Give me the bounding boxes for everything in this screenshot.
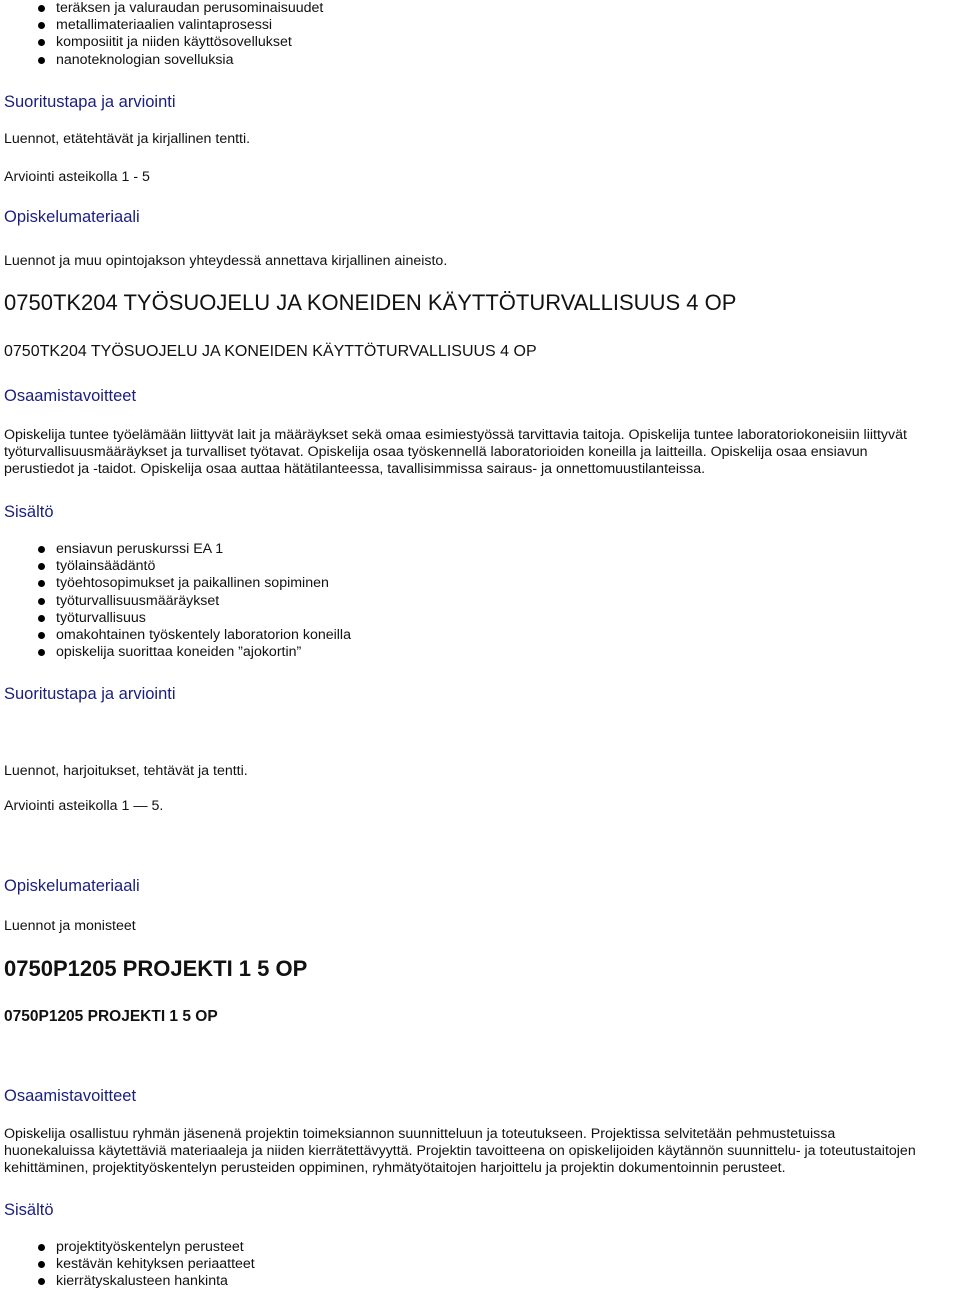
- content-list: [0, 1239, 255, 1291]
- material-text: Luennot ja monisteet: [4, 918, 136, 934]
- list-item-text: kestävän kehityksen periaatteet: [56, 1256, 255, 1273]
- list-item-text: opiskelija suorittaa koneiden ”ajokortin”: [56, 644, 302, 661]
- objectives-line: Opiskelija osallistuu ryhmän jäsenenä projektin toimeksiannon suunnitteluun ja toteutukseen. Projektissa selvitetään pehmustetuissa: [4, 1126, 836, 1142]
- bullet-icon: [38, 615, 45, 622]
- objectives-line: perustiedot ja -taidot. Opiskelija osaa auttaa hätätilanteessa, tavallisimmissa sairaus- ja onnettomuustilanteissa.: [4, 461, 706, 477]
- objectives-heading: Osaamistavoitteet: [4, 387, 137, 405]
- list-item-text: projektityöskentelyn perusteet: [56, 1239, 244, 1255]
- course-title-large: 0750TK204 TYÖSUOJELU JA KONEIDEN KÄYTTÖTURVALLISUUS 4 OP: [4, 290, 737, 315]
- list-item-text: metallimateriaalien valintaprosessi: [56, 17, 273, 34]
- list-item: [0, 52, 323, 69]
- bullet-icon: [38, 598, 45, 605]
- list-item-text: työturvallisuus: [56, 609, 146, 626]
- top-bullet-list: [0, 0, 323, 69]
- bullet-icon: [38, 22, 45, 29]
- objectives-paragraph: [4, 427, 954, 478]
- objectives-paragraph: [4, 1126, 954, 1177]
- objectives-line: huonekaluissa käytettäviä materiaaleja ja niiden kierrätettävyyttä. Projektin tavoitteena on opiskelijoiden käytännön suunnittelu- ja toteutustaitojen: [4, 1143, 916, 1159]
- assessment-text: Luennot, harjoitukset, tehtävät ja tentti.: [4, 763, 248, 779]
- grading-text: Arviointi asteikolla 1 — 5.: [4, 798, 164, 814]
- assessment-heading: Suoritustapa ja arviointi: [4, 93, 176, 111]
- list-item-text: nanoteknologian sovelluksia: [56, 51, 234, 68]
- material-text: Luennot ja muu opintojakson yhteydessä annettava kirjallinen aineisto.: [4, 253, 448, 269]
- material-heading: Opiskelumateriaali: [4, 208, 140, 226]
- list-item: [0, 1256, 255, 1273]
- list-item-text: kierrätyskalusteen hankinta: [56, 1273, 228, 1290]
- bullet-icon: [38, 632, 45, 639]
- list-item-text: työehtosopimukset ja paikallinen sopiminen: [56, 575, 329, 592]
- bullet-icon: [38, 57, 45, 64]
- objectives-heading: Osaamistavoitteet: [4, 1087, 137, 1105]
- list-item: [0, 610, 351, 627]
- objectives-line: kehittäminen, projektityöskentelyn perusteiden oppiminen, ryhmätyötaitojen harjoittelu ja projektin dokumentoinnin perusteet.: [4, 1160, 786, 1176]
- list-item: [0, 575, 351, 592]
- bullet-icon: [38, 1261, 45, 1268]
- objectives-line: Opiskelija tuntee työelämään liittyvät lait ja määräykset sekä omaa esimiestyössä tarvittavia taitoja. Opiskelija tuntee laboratoriokoneisiin liittyvät: [4, 427, 907, 443]
- objectives-line: työturvallisuusmääräykset ja turvalliset työtavat. Opiskelija osaa työskennellä laboratorioiden koneilla ja laitteilla. Opiskelija osaa ensiavun: [4, 444, 868, 460]
- bullet-icon: [38, 5, 45, 12]
- bullet-icon: [38, 1278, 45, 1285]
- list-item: [0, 17, 323, 34]
- content-list: [0, 541, 351, 661]
- list-item-text: työlainsäädäntö: [56, 558, 156, 575]
- bullet-icon: [38, 649, 45, 656]
- list-item: [0, 593, 351, 610]
- list-item-text: komposiitit ja niiden käyttösovellukset: [56, 34, 292, 51]
- bullet-icon: [38, 1244, 45, 1251]
- list-item: [0, 1273, 255, 1290]
- list-item: [0, 627, 351, 644]
- list-item: [0, 34, 323, 51]
- list-item: [0, 1239, 255, 1256]
- list-item: [0, 558, 351, 575]
- bullet-icon: [38, 546, 45, 553]
- list-item-text: teräksen ja valuraudan perusominaisuudet: [56, 0, 324, 16]
- content-heading: Sisältö: [4, 503, 54, 521]
- bullet-icon: [38, 39, 45, 46]
- list-item: [0, 0, 323, 17]
- assessment-heading: Suoritustapa ja arviointi: [4, 685, 176, 703]
- assessment-text: Luennot, etätehtävät ja kirjallinen tentti.: [4, 131, 251, 147]
- bullet-icon: [38, 563, 45, 570]
- list-item-text: ensiavun peruskurssi EA 1: [56, 541, 224, 557]
- course-title-small: 0750TK204 TYÖSUOJELU JA KONEIDEN KÄYTTÖTURVALLISUUS 4 OP: [4, 343, 537, 360]
- material-heading: Opiskelumateriaali: [4, 877, 140, 895]
- bullet-icon: [38, 580, 45, 587]
- list-item: [0, 541, 351, 558]
- list-item: [0, 644, 351, 661]
- course-title-large: 0750P1205 PROJEKTI 1 5 OP: [4, 956, 308, 981]
- grading-text: Arviointi asteikolla 1 - 5: [4, 169, 150, 185]
- content-heading: Sisältö: [4, 1201, 54, 1219]
- course-title-small: 0750P1205 PROJEKTI 1 5 OP: [4, 1008, 218, 1025]
- list-item-text: työturvallisuusmääräykset: [56, 592, 220, 609]
- list-item-text: omakohtainen työskentely laboratorion koneilla: [56, 627, 351, 644]
